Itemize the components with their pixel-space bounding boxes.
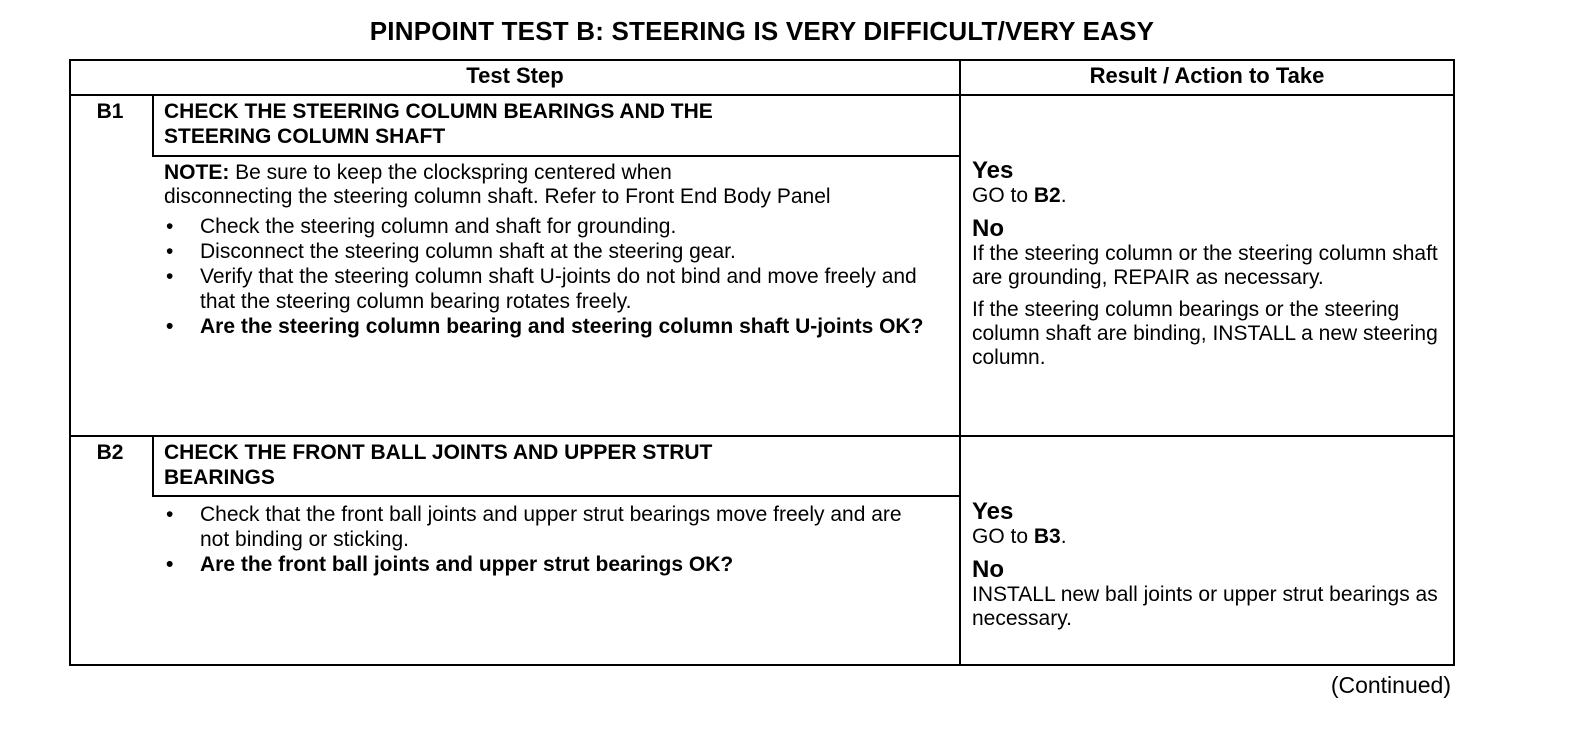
no-action: If the steering column bearings or the steering column shaft are binding, INSTALL a new steering column. — [972, 298, 1438, 369]
yes-label: Yes — [972, 498, 1014, 525]
table-divider — [152, 94, 154, 156]
no-action: If the steering column or the steering column shaft are grounding, REPAIR as necessary. — [972, 242, 1438, 289]
table-divider — [152, 495, 959, 497]
instruction-item: • Verify that the steering column shaft U-joints do not bind and move freely and that the steering column bearing rotates freely. — [164, 264, 924, 314]
step-heading-line: STEERING COLUMN SHAFT — [164, 125, 446, 148]
no-label: No — [972, 556, 1004, 583]
header-test-step: Test Step — [466, 63, 564, 88]
step-heading — [164, 99, 713, 149]
step-id: B2 — [96, 441, 124, 464]
step-heading-line: CHECK THE FRONT BALL JOINTS AND UPPER STRUT — [164, 441, 713, 464]
step-heading — [164, 440, 712, 490]
instruction-item: • Check the steering column and shaft for grounding. — [164, 214, 924, 239]
table-divider — [69, 94, 1455, 96]
table-divider — [152, 435, 154, 496]
goto-step-link[interactable]: B2 — [1033, 184, 1061, 207]
step-result — [972, 499, 1442, 631]
step-note — [164, 161, 831, 209]
table-divider — [152, 155, 959, 157]
yes-action: GO to B2. — [972, 184, 1067, 207]
yes-action: GO to B3. — [972, 525, 1067, 548]
step-result — [972, 158, 1442, 370]
table-divider — [959, 59, 961, 666]
instruction-item: • Check that the front ball joints and upper strut bearings move freely and are not binding or sticking. — [164, 502, 924, 552]
note-label: NOTE: — [164, 161, 230, 184]
step-id: B1 — [96, 100, 124, 123]
page-title: PINPOINT TEST B: STEERING IS VERY DIFFICULT/VERY EASY — [369, 16, 1155, 46]
step-heading-line: CHECK THE STEERING COLUMN BEARINGS AND THE — [164, 100, 713, 123]
step-instructions — [164, 502, 924, 577]
step-instructions — [164, 214, 924, 339]
instruction-item: • Disconnect the steering column shaft at the steering gear. — [164, 239, 924, 264]
header-result: Result / Action to Take — [1089, 63, 1325, 88]
step-question: • Are the steering column bearing and steering column shaft U-joints OK? — [164, 314, 924, 339]
continued-label: (Continued) — [1330, 672, 1451, 698]
note-text: Be sure to keep the clockspring centered when — [229, 161, 672, 184]
no-action: INSTALL new ball joints or upper strut bearings as necessary. — [972, 583, 1438, 630]
no-label: No — [972, 215, 1004, 242]
goto-step-link[interactable]: B3 — [1033, 525, 1061, 548]
table-divider — [69, 435, 1455, 437]
step-question: • Are the front ball joints and upper strut bearings OK? — [164, 552, 924, 577]
step-heading-line: BEARINGS — [164, 466, 275, 489]
yes-label: Yes — [972, 157, 1014, 184]
note-text: disconnecting the steering column shaft. Refer to Front End Body Panel — [164, 185, 831, 208]
